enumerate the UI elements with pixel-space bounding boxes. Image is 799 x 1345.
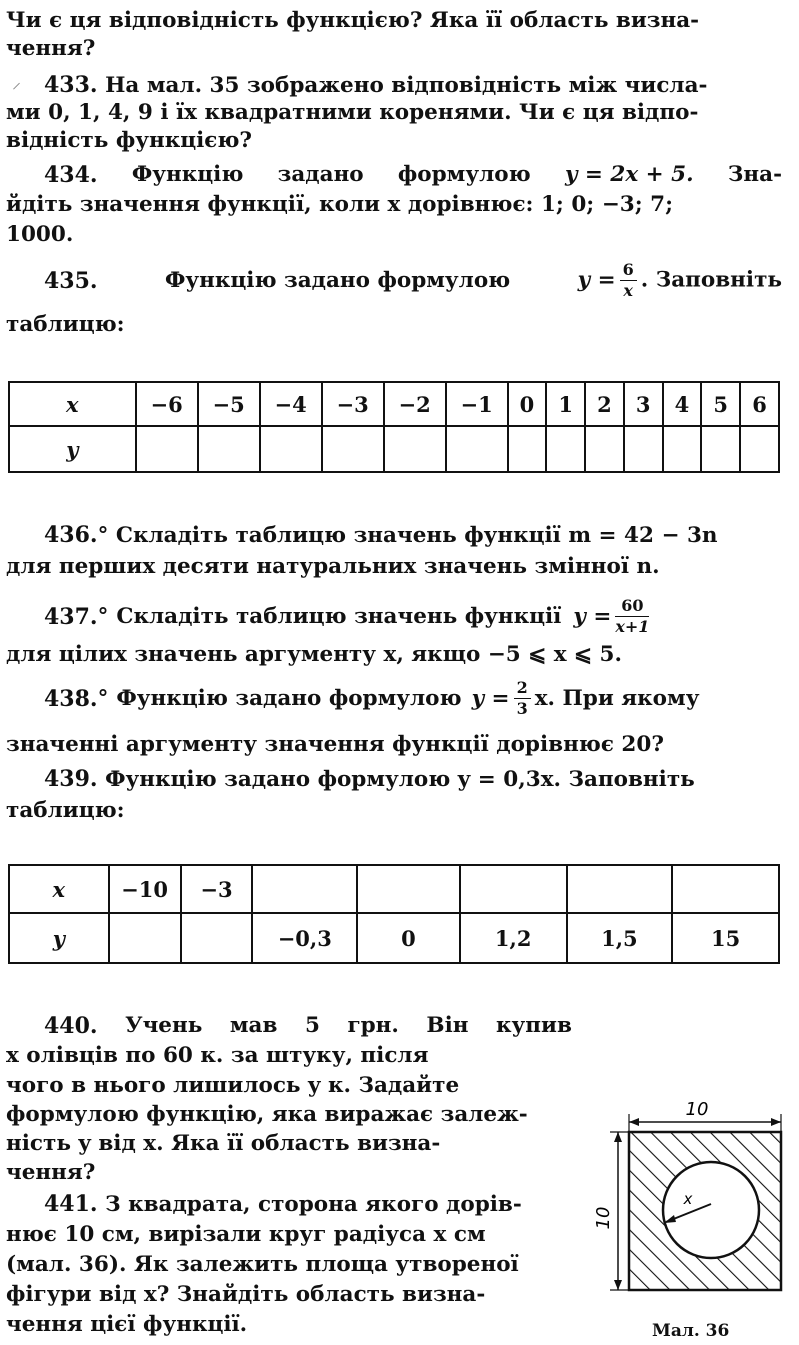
cut-circle: [663, 1162, 759, 1258]
table-cell: −0,3: [252, 913, 357, 963]
problem-434-word: задано: [277, 162, 364, 187]
table-cell: −4: [260, 382, 322, 426]
problem-436-text-1: Складіть таблицю значень функції m = 42 − 3n: [115, 523, 718, 548]
problem-435-formula: [578, 262, 782, 299]
table-row-label: y: [9, 426, 136, 472]
problem-437-fraction: [615, 598, 649, 635]
table-row-x: [9, 382, 779, 426]
problem-433-line-1: [44, 74, 707, 97]
problem-435-table: [8, 381, 780, 473]
table-cell-empty: [198, 426, 260, 472]
table-cell: 3: [624, 382, 663, 426]
problem-434-word: формулою: [397, 162, 531, 187]
problem-435-line-1: [44, 262, 782, 299]
problem-437-line-2: для цілих значень аргументу x, якщо −5 ⩽ x ⩽ 5.: [6, 642, 622, 667]
problem-439-number: 439.: [44, 766, 98, 792]
table-cell: −1: [446, 382, 508, 426]
problem-441-line-4: фігури від x? Знайдіть область визна-: [6, 1282, 486, 1307]
problem-434-word: Зна-: [727, 162, 782, 187]
figure-caption: Мал. 36: [652, 1321, 730, 1341]
problem-435-fraction: [620, 262, 637, 299]
problem-433-text-1: На мал. 35 зображено відповідність між числа-: [105, 73, 708, 98]
table-cell: −6: [136, 382, 198, 426]
table-cell-empty: [260, 426, 322, 472]
problem-441-line-1: [44, 1193, 522, 1216]
problem-440-line-5: ність y від x. Яка її область визна-: [6, 1131, 441, 1156]
problem-435-line-2: таблицю:: [6, 312, 125, 337]
problem-438-degree: °: [97, 685, 109, 711]
table-cell-empty: [384, 426, 446, 472]
problem-436-line-2: для перших десяти натуральних значень змінної n.: [6, 554, 660, 579]
intro-line-2: чення?: [6, 36, 96, 61]
table-cell-empty: [585, 426, 624, 472]
problem-437-degree: °: [97, 603, 109, 629]
table-row-label: y: [9, 913, 109, 963]
problem-434-line-2: йдіть значення функції, коли x дорівнює: 1; 0; −3; 7;: [6, 192, 674, 217]
table-cell: [252, 865, 357, 913]
problem-441-text-1: З квадрата, сторона якого дорів-: [105, 1192, 522, 1217]
problem-438-fraction: [514, 680, 531, 717]
table-cell: 6: [740, 382, 779, 426]
figure-36: [593, 1098, 792, 1316]
table-cell: [672, 865, 779, 913]
arrow-left-icon: [629, 1118, 639, 1126]
table-cell: 5: [701, 382, 740, 426]
problem-435-formula-lhs: y =: [577, 267, 616, 293]
problem-440-word: мав: [229, 1013, 278, 1038]
problem-434-number: 434.: [44, 162, 98, 188]
problem-436-line-1: [44, 524, 718, 547]
arrow-down-icon: [614, 1280, 622, 1290]
problem-439-line-1: [44, 768, 695, 791]
side-label-left: 10: [593, 1206, 614, 1230]
problem-440-line-3: чого в нього лишилось y к. Задайте: [6, 1073, 460, 1098]
problem-438-frac-den: 3: [516, 699, 528, 718]
problem-434-line-1: [44, 164, 782, 186]
table-cell: [181, 913, 253, 963]
table-cell-empty: [446, 426, 508, 472]
problem-438-formula-lhs: y =: [471, 685, 510, 711]
table-cell-empty: [663, 426, 702, 472]
problem-441-line-2: нює 10 см, вирізали круг радіуса x см: [6, 1222, 486, 1247]
problem-440-line-6: чення?: [6, 1160, 96, 1185]
problem-438-text-b: x. При якому: [534, 685, 700, 711]
problem-435-number: 435.: [44, 267, 98, 294]
problem-441-line-3: (мал. 36). Як залежить площа утвореної: [6, 1252, 519, 1277]
problem-440-line-1: [44, 1015, 572, 1037]
table-cell-empty: [740, 426, 779, 472]
table-cell: [357, 865, 460, 913]
problem-433-line-3: відність функцією?: [6, 128, 253, 153]
problem-436-number: 436.: [44, 522, 98, 548]
problem-434-formula: y = 2x + 5.: [564, 162, 694, 187]
problem-440-line-4: формулою функцію, яка виражає залеж-: [6, 1102, 528, 1127]
table-cell-empty: [508, 426, 547, 472]
problem-437-text-a: Складіть таблицю значень функції: [116, 603, 562, 629]
table-row-label: x: [9, 865, 109, 913]
table-cell: −3: [181, 865, 253, 913]
table-cell: −2: [384, 382, 446, 426]
problem-435-text-a: Функцію задано формулою: [164, 267, 511, 293]
problem-440-word: 5: [304, 1013, 320, 1038]
problem-435-frac-den: x: [623, 281, 633, 300]
table-cell: −10: [109, 865, 181, 913]
table-row-label: x: [9, 382, 136, 426]
table-cell: 0: [508, 382, 547, 426]
table-cell: 0: [357, 913, 460, 963]
problem-440-word: грн.: [347, 1013, 399, 1038]
table-row-y: [9, 426, 779, 472]
table-cell-empty: [701, 426, 740, 472]
table-cell: 1,5: [567, 913, 673, 963]
table-row-y: [9, 913, 779, 963]
table-cell: −5: [198, 382, 260, 426]
table-cell-empty: [322, 426, 384, 472]
problem-437-frac-den: x+1: [615, 617, 650, 636]
problem-439-line-2: таблицю:: [6, 798, 125, 823]
problem-440-word: купив: [496, 1013, 572, 1038]
problem-439-text-1: Функцію задано формулою y = 0,3x. Заповніть: [105, 767, 695, 792]
table-cell-empty: [136, 426, 198, 472]
problem-437-number: 437.: [44, 603, 98, 630]
problem-440-word: Він: [426, 1013, 469, 1038]
problem-440-line-2: x олівців по 60 к. за штуку, після: [6, 1043, 429, 1068]
problem-438-number: 438.: [44, 685, 98, 712]
problem-433-number: 433.: [44, 72, 98, 98]
intro-line-1: Чи є ця відповідність функцією? Яка її область визна-: [6, 8, 700, 33]
pencil-mark-icon: ⸝: [12, 72, 21, 93]
problem-438-frac-num: 2: [514, 680, 531, 699]
problem-435-text-b: . Заповніть: [640, 267, 782, 293]
table-cell: [109, 913, 181, 963]
side-label-top: 10: [685, 1099, 709, 1120]
problem-441-line-5: чення цієї функції.: [6, 1312, 248, 1337]
table-row-x: [9, 865, 779, 913]
table-cell-empty: [624, 426, 663, 472]
table-cell: 1,2: [460, 913, 567, 963]
problem-437-frac-num: 60: [615, 598, 649, 617]
problem-439-table: [8, 864, 780, 964]
problem-433-line-2: ми 0, 1, 4, 9 і їх квадратними коренями. Чи є ця відпо-: [6, 100, 699, 125]
problem-438-line-2: значенні аргументу значення функції дорівнює 20?: [6, 732, 664, 757]
table-cell: [460, 865, 567, 913]
problem-435-frac-num: 6: [620, 262, 637, 281]
table-cell: 15: [672, 913, 779, 963]
table-cell: [567, 865, 673, 913]
problem-438-line-1: [44, 680, 699, 717]
table-cell: 4: [663, 382, 702, 426]
problem-441-number: 441.: [44, 1191, 98, 1217]
table-cell: 2: [585, 382, 624, 426]
table-cell-empty: [546, 426, 585, 472]
problem-436-degree: °: [97, 523, 109, 548]
problem-434-line-3: 1000.: [6, 222, 74, 247]
problem-437-line-1: [44, 598, 653, 635]
arrow-up-icon: [614, 1132, 622, 1142]
table-cell: −3: [322, 382, 384, 426]
arrow-right-icon: [771, 1118, 781, 1126]
problem-437-formula-lhs: y =: [573, 603, 612, 629]
problem-434-word: Функцію: [131, 162, 244, 187]
radius-label: x: [683, 1190, 693, 1208]
table-cell: 1: [546, 382, 585, 426]
problem-438-text-a: Функцію задано формулою: [116, 685, 462, 711]
problem-440-number: 440.: [44, 1013, 98, 1039]
problem-440-word: Учень: [125, 1013, 203, 1038]
